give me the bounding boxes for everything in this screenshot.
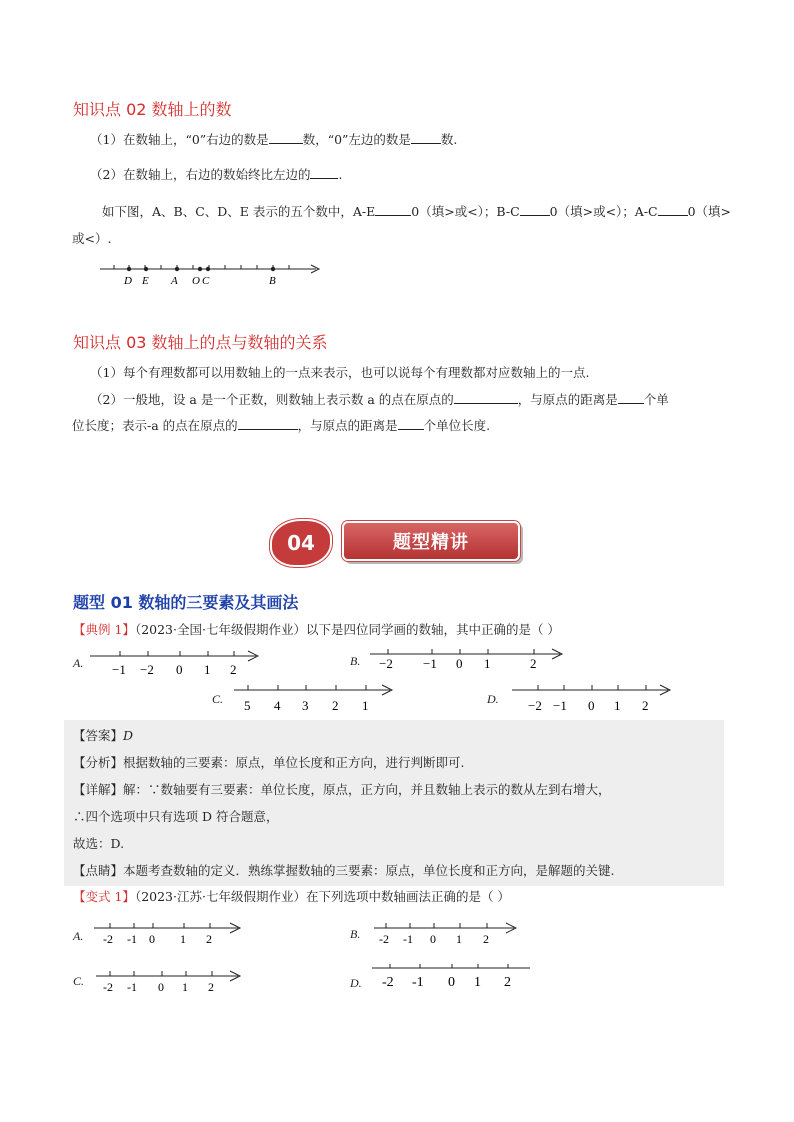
tick-label: -2 — [103, 980, 113, 994]
point-e — [144, 267, 148, 271]
points-number-line — [98, 260, 323, 290]
blank — [618, 391, 644, 404]
tick-label: 0 — [456, 656, 463, 671]
kp02-title: 知识点 02 数轴上的数 — [73, 100, 232, 119]
variant1-prompt: 【变式 1】（2023·江苏·七年级假期作业）在下列选项中数轴画法正确的是（ ） — [73, 889, 510, 904]
label-b: B — [269, 275, 276, 287]
analysis-line: 【分析】根据数轴的三要素：原点，单位长度和正方向，进行判断即可. — [73, 755, 465, 770]
opt-c-label: C. — [212, 692, 224, 706]
tick-label: 1 — [456, 932, 462, 946]
blank — [310, 166, 338, 179]
label-d: D — [124, 275, 132, 287]
label-e: E — [142, 275, 149, 287]
opt-d-label: D. — [487, 692, 499, 706]
tick-label: 4 — [274, 698, 281, 713]
tick-label: −1 — [553, 698, 567, 713]
opt-c-number-line — [230, 682, 400, 716]
tick-label: 0 — [588, 698, 595, 713]
tick-label: 0 — [149, 932, 155, 946]
var-a-label: A. — [73, 929, 84, 943]
answer-line: 【答案】D — [73, 728, 134, 743]
banner-label: 题型精讲 — [393, 532, 469, 553]
tick-label: 1 — [614, 698, 621, 713]
label-a: A — [171, 275, 178, 287]
example1-prompt: 【典例 1】（2023·全国·七年级假期作业）以下是四位同学画的数轴，其中正确的是（ ） — [73, 622, 560, 637]
tick-label: 2 — [206, 932, 212, 946]
blank — [520, 203, 550, 216]
tick-label: -1 — [403, 932, 413, 946]
point-a — [175, 267, 179, 271]
tip-line: 【点睛】本题考查数轴的定义．熟练掌握数轴的三要素：原点，单位长度和正方向，是解题的关键. — [73, 863, 615, 878]
blank — [398, 417, 424, 430]
tick-label: 0 — [158, 980, 164, 994]
kp02-line3: 如下图，A、B、C、D、E 表示的五个数中，A-E 0（填>或<）；B-C 0（填>或<）；A-C 0（填> — [102, 204, 732, 219]
label-c: C — [202, 275, 210, 287]
tick-label: 1 — [180, 932, 186, 946]
opt-d-number-line — [508, 682, 678, 716]
tick-label: 2 — [504, 975, 511, 990]
tick-label: 2 — [332, 698, 339, 713]
tick-label: 2 — [230, 662, 237, 677]
tick-label: 2 — [530, 656, 537, 671]
var-d-label: D. — [350, 976, 362, 990]
point-d — [127, 267, 131, 271]
tick-label: −2 — [528, 698, 542, 713]
kp03-line1: （1）每个有理数都可以用数轴上的一点来表示，也可以说每个有理数都对应数轴上的一点. — [90, 365, 590, 380]
blank — [658, 203, 688, 216]
opt-a-label: A. — [73, 656, 84, 670]
blank — [238, 417, 298, 430]
tick-label: 2 — [483, 932, 489, 946]
tick-label: 1 — [204, 662, 211, 677]
tick-label: 0 — [448, 975, 455, 990]
tick-label: -1 — [127, 980, 137, 994]
kp03-line2: （2）一般地，设 a 是一个正数，则数轴上表示数 a 的点在原点的 ，与原点的距离是 个单 — [90, 392, 669, 407]
tick-label: 3 — [302, 698, 309, 713]
kp02-line2: （2）在数轴上，右边的数始终比左边的 . — [90, 167, 343, 182]
tick-label: 2 — [642, 698, 649, 713]
tick-label: -2 — [382, 975, 394, 990]
opt-b-label: B. — [350, 654, 361, 668]
banner-label-box — [342, 521, 520, 561]
tick-label: −2 — [379, 656, 393, 671]
blank — [411, 131, 441, 144]
opt-b-number-line — [366, 646, 566, 680]
kp03-title: 知识点 03 数轴上的点与数轴的关系 — [73, 333, 328, 352]
tick-label: -1 — [127, 932, 137, 946]
point-b — [271, 267, 275, 271]
tick-label: 1 — [484, 656, 491, 671]
banner-number: 04 — [287, 531, 315, 555]
blank — [375, 203, 411, 216]
var-c-number-line — [92, 968, 250, 998]
point-o — [198, 267, 202, 271]
kp03-line3: 位长度；表示-a 的点在原点的 ，与原点的距离是 个单位长度. — [72, 418, 491, 433]
tick-label: 0 — [430, 932, 436, 946]
tick-label: 1 — [182, 980, 188, 994]
blank — [454, 391, 518, 404]
var-b-number-line — [370, 920, 525, 950]
var-c-label: C. — [73, 974, 85, 988]
label-o: O — [192, 275, 200, 287]
point-c — [206, 267, 210, 271]
tick-label: −2 — [140, 662, 154, 677]
kp02-line1: （1）在数轴上，“0”右边的数是 数，“0”左边的数是 数. — [90, 132, 458, 147]
tick-label: −1 — [423, 656, 437, 671]
detail-line3: 故选：D. — [73, 836, 125, 851]
var-a-number-line — [90, 920, 250, 950]
var-b-label: B. — [350, 927, 361, 941]
tick-label: -2 — [103, 932, 113, 946]
var-d-number-line — [370, 962, 535, 994]
tick-label: -1 — [412, 975, 424, 990]
tick-label: 2 — [208, 980, 214, 994]
detail-line2: ∴四个选项中只有选项 D 符合题意， — [73, 809, 279, 824]
kp02-line4: 或<）. — [72, 231, 112, 246]
tick-label: −1 — [112, 662, 126, 677]
blank — [269, 131, 303, 144]
tick-label: 1 — [474, 975, 481, 990]
section-banner — [270, 519, 524, 569]
tick-label: 0 — [176, 662, 183, 677]
type01-title: 题型 01 数轴的三要素及其画法 — [73, 593, 299, 612]
opt-a-number-line — [86, 646, 266, 680]
tick-label: 5 — [244, 698, 251, 713]
tick-label: -2 — [379, 932, 389, 946]
banner-number-badge — [270, 519, 332, 567]
tick-label: 1 — [362, 698, 369, 713]
detail-line1: 【详解】解：∵数轴要有三要素：单位长度，原点，正方向，并且数轴上表示的数从左到右增大， — [73, 782, 611, 797]
